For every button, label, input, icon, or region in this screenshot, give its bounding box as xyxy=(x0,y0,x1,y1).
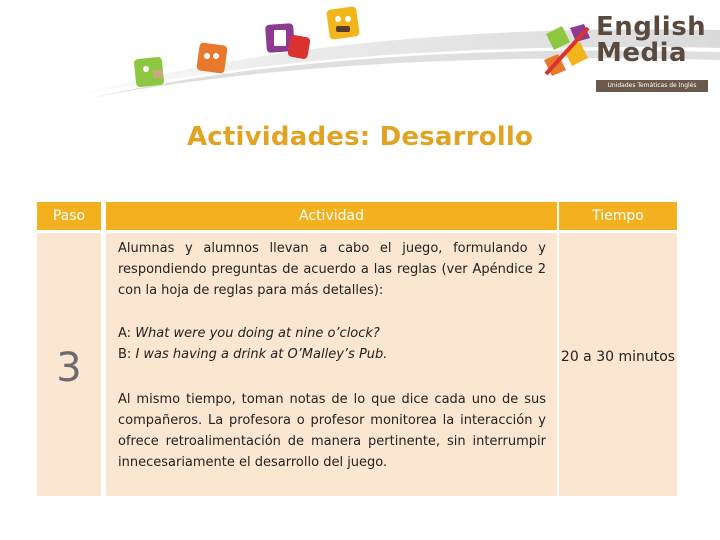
cell-actividad xyxy=(106,233,557,496)
cell-tiempo xyxy=(559,233,677,496)
logo-line2: Media xyxy=(596,38,688,68)
page-title: Actividades: Desarrollo xyxy=(186,122,534,152)
header-actividad: Actividad xyxy=(106,202,557,230)
step-number: 3 xyxy=(56,345,82,391)
activity-dialog xyxy=(118,323,546,365)
header-paso: Paso xyxy=(37,202,101,230)
mascot-orange-icon xyxy=(198,44,230,76)
mascot-yellow-icon xyxy=(328,8,362,42)
header-tiempo: Tiempo xyxy=(559,202,677,230)
english-media-logo xyxy=(540,14,712,94)
logo-line1: English xyxy=(596,12,707,42)
activity-table xyxy=(37,202,677,496)
mascot-green-icon xyxy=(135,58,167,88)
logo-mark-icon xyxy=(540,22,594,82)
dialog-line-b xyxy=(118,344,546,365)
time-value: 20 a 30 minutos xyxy=(560,349,676,365)
cell-paso xyxy=(37,233,101,496)
dialog-b-prefix: B: xyxy=(118,347,136,362)
header-banner xyxy=(0,0,720,112)
dialog-line-a xyxy=(118,323,546,344)
dialog-a-text: What were you doing at nine o’clock? xyxy=(135,326,380,341)
dialog-b-text: I was having a drink at O’Malley’s Pub. xyxy=(135,347,388,362)
mascot-red-icon xyxy=(289,36,311,60)
logo-subtitle: Unidades Temáticas de Inglés xyxy=(596,80,708,92)
activity-paragraph-1: Alumnas y alumnos llevan a cabo el juego, formulando y respondiendo preguntas de acuerdo a las reglas (ver Apéndice 2 con la hoja de reglas para más detalles): xyxy=(118,241,546,298)
activity-paragraph-3: Al mismo tiempo, toman notas de lo que dice cada uno de sus compañeros. La profesora o profesor monitorea la interacción y ofrece retroalimentación de manera pertinente, sin interrumpir innecesariamente el desarrollo del juego. xyxy=(118,392,546,470)
dialog-a-prefix: A: xyxy=(118,326,136,341)
